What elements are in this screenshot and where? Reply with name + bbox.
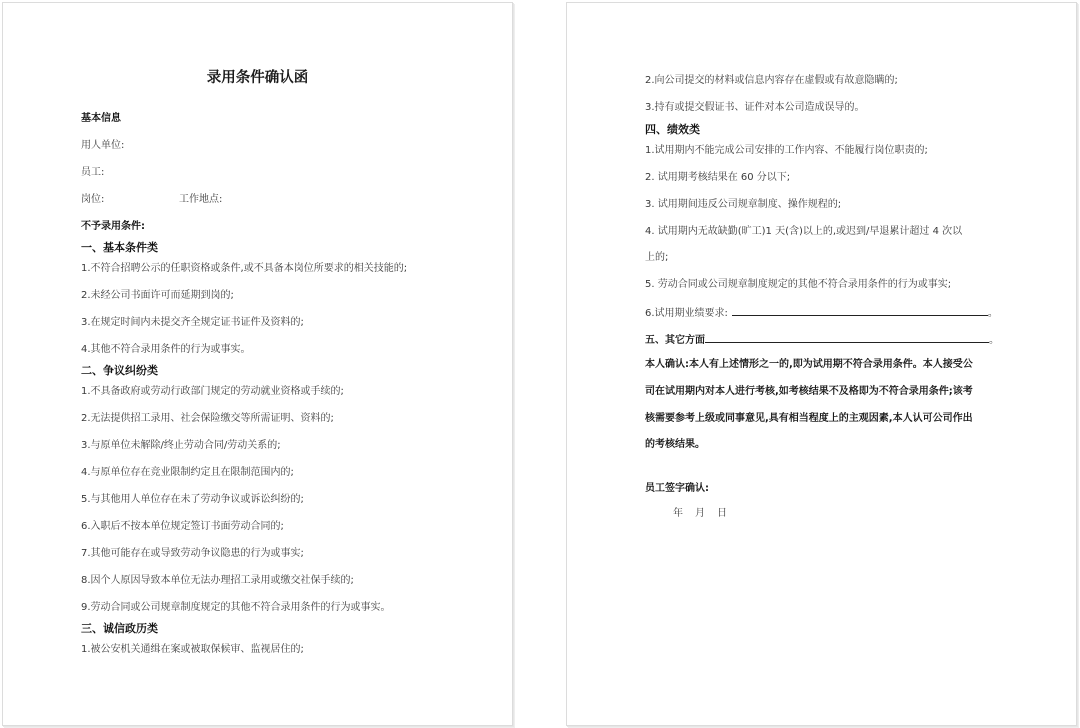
performance-requirement-row xyxy=(645,305,998,321)
section-heading-performance: 四、绩效类 xyxy=(645,123,700,136)
date-month: 月 xyxy=(695,508,705,519)
list-item: 4.与原单位存在竞业限制约定且在限制范围内的; xyxy=(81,467,294,478)
list-item: 7.其他可能存在或导致劳动争议隐患的行为或事实; xyxy=(81,548,304,559)
list-item: 2.未经公司书面许可而延期到岗的; xyxy=(81,290,234,301)
confirmation-line: 司在试用期内对本人进行考核,如考核结果不及格即为不符合录用条件;该考 xyxy=(645,386,973,397)
performance-requirement-suffix: 。 xyxy=(987,308,998,319)
date-day: 日 xyxy=(717,508,727,519)
list-item: 1.不符合招聘公示的任职资格或条件,或不具备本岗位所要求的相关技能的; xyxy=(81,263,408,274)
list-item: 3.与原单位未解除/终止劳动合同/劳动关系的; xyxy=(81,440,281,451)
section-heading-dispute: 二、争议纠纷类 xyxy=(81,364,158,377)
other-aspects-suffix: 。 xyxy=(989,335,999,346)
list-item: 3.持有或提交假证书、证件对本公司造成误导的。 xyxy=(645,102,865,113)
employer-label: 用人单位: xyxy=(81,140,125,151)
list-item: 3. 试用期间违反公司规章制度、操作规程的; xyxy=(645,199,842,210)
list-item: 3.在规定时间内未提交齐全规定证书证件及资料的; xyxy=(81,317,304,328)
list-item: 1.不具备政府或劳动行政部门规定的劳动就业资格或手续的; xyxy=(81,386,344,397)
other-aspects-row xyxy=(645,332,999,348)
section-heading-basic: 一、基本条件类 xyxy=(81,241,158,254)
list-item: 5. 劳动合同或公司规章制度规定的其他不符合录用条件的行为或事实; xyxy=(645,279,952,290)
list-item: 1.试用期内不能完成公司安排的工作内容、不能履行岗位职责的; xyxy=(645,145,928,156)
list-item: 2. 试用期考核结果在 60 分以下; xyxy=(645,172,791,183)
document-page-2 xyxy=(566,2,1077,726)
rejection-conditions-heading: 不予录用条件: xyxy=(81,221,145,232)
document-page-1 xyxy=(2,2,513,726)
basic-info-heading: 基本信息 xyxy=(81,113,121,124)
other-aspects-blank[interactable] xyxy=(705,332,989,343)
section-heading-integrity: 三、诚信政历类 xyxy=(81,622,158,635)
list-item: 6.入职后不按本单位规定签订书面劳动合同的; xyxy=(81,521,284,532)
list-item-continuation: 上的; xyxy=(645,252,669,263)
list-item: 9.劳动合同或公司规章制度规定的其他不符合录用条件的行为或事实。 xyxy=(81,602,391,613)
confirmation-line: 核需要参考上级或同事意见,具有相当程度上的主观因素,本人认可公司作出 xyxy=(645,413,973,424)
section-heading-other: 五、其它方面 xyxy=(645,335,705,346)
position-label: 岗位: xyxy=(81,194,105,205)
employee-label: 员工: xyxy=(81,167,105,178)
list-item: 2.无法提供招工录用、社会保险缴交等所需证明、资料的; xyxy=(81,413,334,424)
list-item: 4. 试用期内无故缺勤(旷工)1 天(含)以上的,或迟到/早退累计超过 4 次以 xyxy=(645,226,963,237)
work-location-label: 工作地点: xyxy=(179,194,223,205)
date-year: 年 xyxy=(673,508,683,519)
list-item: 1.被公安机关通缉在案或被取保候审、监视居住的; xyxy=(81,644,304,655)
employee-signature-label: 员工签字确认: xyxy=(645,483,709,494)
list-item: 5.与其他用人单位存在未了劳动争议或诉讼纠纷的; xyxy=(81,494,304,505)
performance-requirement-blank[interactable] xyxy=(732,305,988,316)
performance-requirement-label: 6.试用期业绩要求: xyxy=(645,308,728,319)
document-title: 录用条件确认函 xyxy=(206,70,309,86)
list-item: 4.其他不符合录用条件的行为或事实。 xyxy=(81,344,251,355)
confirmation-line: 的考核结果。 xyxy=(645,439,705,450)
confirmation-line: 本人确认:本人有上述情形之一的,即为试用期不符合录用条件。本人接受公 xyxy=(645,359,973,370)
signature-date xyxy=(673,507,727,521)
list-item: 2.向公司提交的材料或信息内容存在虚假或有故意隐瞒的; xyxy=(645,75,898,86)
list-item: 8.因个人原因导致本单位无法办理招工录用或缴交社保手续的; xyxy=(81,575,354,586)
